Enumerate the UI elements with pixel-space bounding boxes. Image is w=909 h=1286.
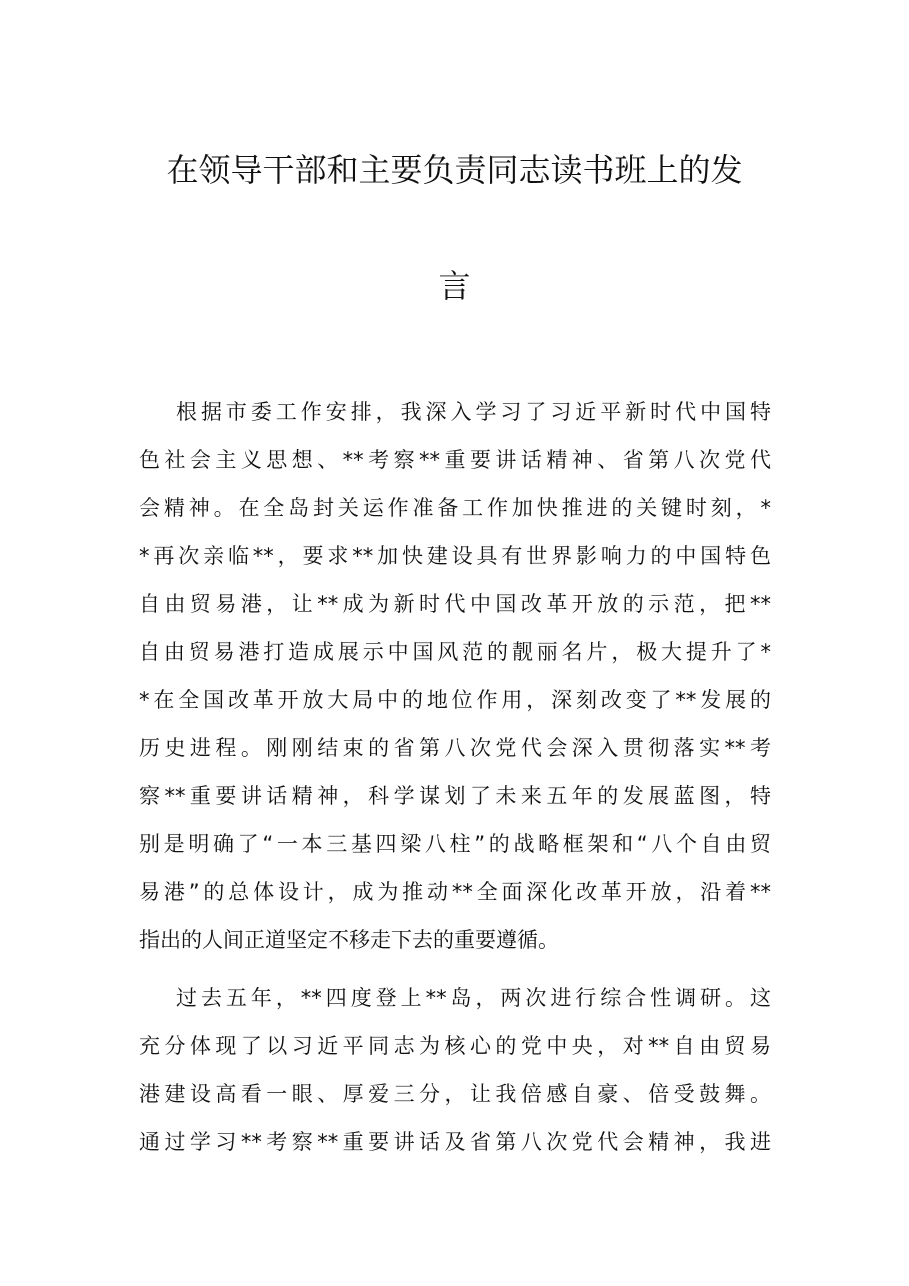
paragraph-1-line: 根据市委工作安排，我深入学习了习近平新时代中国特: [176, 400, 771, 424]
paragraph-1-line: 易港”的总体设计，成为推动**全面深化改革开放，沿着**: [139, 880, 771, 904]
paragraph-2-line: 通过学习**考察**重要讲话及省第八次党代会精神，我进: [139, 1130, 771, 1154]
paragraph-1-line: 指出的人间正道坚定不移走下去的重要遵循。: [139, 928, 559, 952]
document-title-line-1: 在领导干部和主要负责同志读书班上的发: [166, 151, 743, 189]
paragraph-1-line: 自由贸易港，让**成为新时代中国改革开放的示范，把**: [139, 592, 771, 616]
paragraph-1-line: 察**重要讲话精神，科学谋划了未来五年的发展蓝图，特: [139, 784, 771, 808]
paragraph-1-line: *在全国改革开放大局中的地位作用，深刻改变了**发展的: [139, 688, 771, 712]
paragraph-2-line: 充分体现了以习近平同志为核心的党中央，对**自由贸易: [139, 1034, 771, 1058]
document-title-line-2: 言: [438, 267, 471, 305]
paragraph-1-line: 会精神。在全岛封关运作准备工作加快推进的关键时刻，*: [139, 496, 771, 520]
paragraph-2-line: 过去五年，**四度登上**岛，两次进行综合性调研。这: [176, 986, 771, 1010]
paragraph-1-line: 自由贸易港打造成展示中国风范的靓丽名片，极大提升了*: [139, 640, 771, 664]
paragraph-1-line: 色社会主义思想、**考察**重要讲话精神、省第八次党代: [139, 448, 771, 472]
paragraph-2-line: 港建设高看一眼、厚爱三分，让我倍感自豪、倍受鼓舞。: [139, 1082, 771, 1106]
paragraph-1-line: 别是明确了“一本三基四梁八柱”的战略框架和“八个自由贸: [139, 832, 771, 856]
paragraph-1-line: *再次亲临**，要求**加快建设具有世界影响力的中国特色: [139, 544, 771, 568]
paragraph-1-line: 历史进程。刚刚结束的省第八次党代会深入贯彻落实**考: [139, 736, 771, 760]
